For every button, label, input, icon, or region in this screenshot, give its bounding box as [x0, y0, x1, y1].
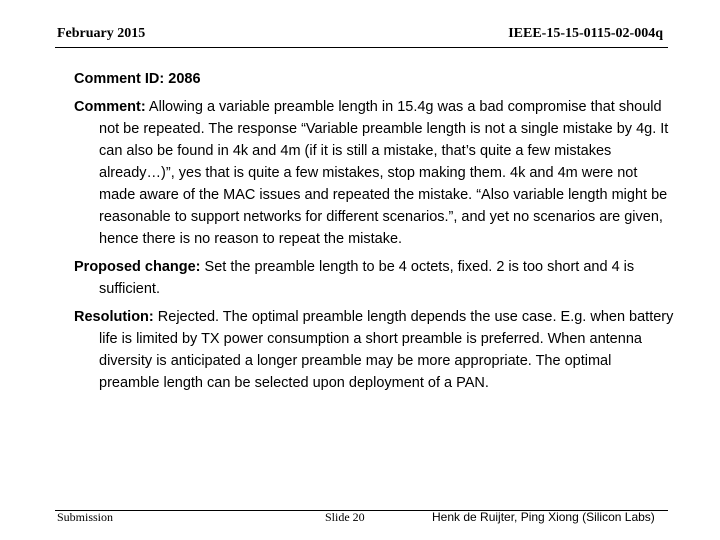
- slide-content: [74, 68, 674, 400]
- header-divider: [55, 47, 668, 48]
- footer-submission: Submission: [57, 510, 114, 524]
- resolution-text: Rejected. The optimal preamble length depends the use case. E.g. when battery life is limited by TX power consumption a short preamble is preferred. When antenna diversity is anticipated a longer preamble may be more appropriate. The optimal preamble length can be selected upon deployment of a PAN.: [99, 309, 674, 391]
- proposed-change-label: Proposed change:: [74, 259, 201, 275]
- proposed-change-paragraph: [74, 256, 674, 300]
- comment-label: Comment:: [74, 99, 146, 115]
- proposed-change-text: Set the preamble length to be 4 octets, fixed. 2 is too short and 4 is sufficient.: [99, 259, 635, 297]
- header-date: February 2015: [57, 26, 146, 41]
- footer-slide-number: Slide 20: [325, 510, 365, 524]
- comment-text: Allowing a variable preamble length in 15.4g was a bad compromise that should not be repeated. The response “Variable preamble length is not a single mistake by 4g. It can also be found in 4k and 4m (if it is still a mistake, that’s quite a few mistakes already…)”, yes that is quite a few mistakes, stop making them. 4k and 4m were not made aware of the MAC issues and repeated the mistake. “Also variable length might be reasonable to support networks for different scenarios.”, and yet no scenarios are given, hence there is no reason to repeat the mistake.: [99, 99, 669, 247]
- footer-authors: Henk de Ruijter, Ping Xiong (Silicon Labs): [432, 510, 655, 524]
- header-doc-id: IEEE-15-15-0115-02-004q: [508, 26, 663, 41]
- resolution-paragraph: [74, 306, 674, 394]
- comment-paragraph: [74, 96, 674, 250]
- comment-id: Comment ID: 2086: [74, 71, 201, 87]
- resolution-label: Resolution:: [74, 309, 154, 325]
